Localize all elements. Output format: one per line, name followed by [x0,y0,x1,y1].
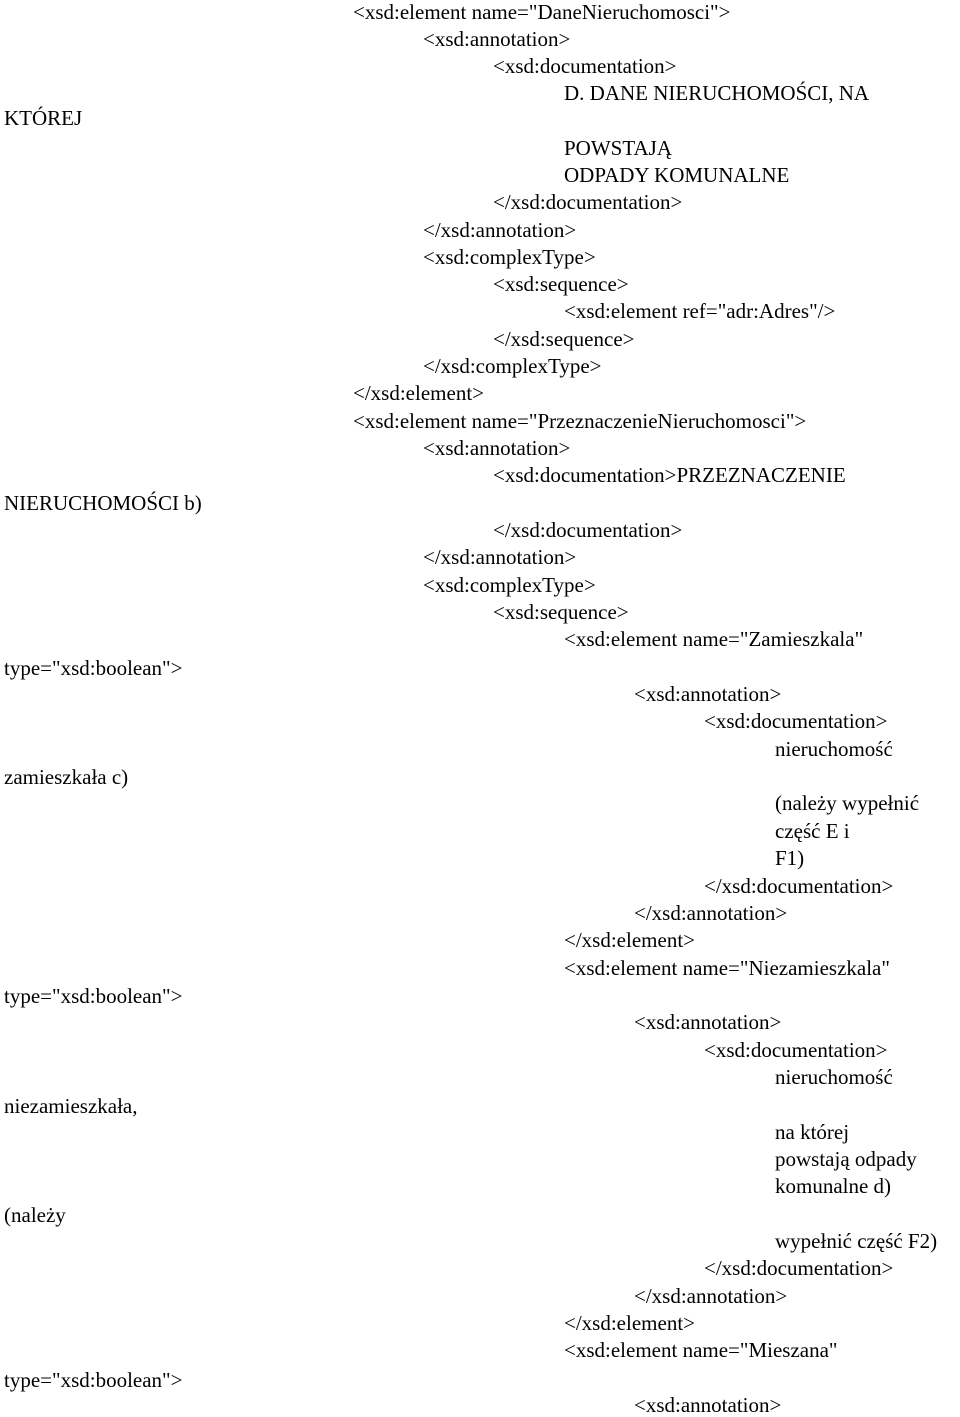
code-line: <xsd:documentation>PRZEZNACZENIE [493,463,846,487]
code-line: <xsd:documentation> [704,1038,888,1062]
code-line: <xsd:annotation> [634,682,782,706]
code-line: </xsd:documentation> [493,190,683,214]
left-text-line: type="xsd:boolean"> [4,1368,183,1392]
code-line: <xsd:complexType> [423,573,596,597]
code-line: wypełnić część F2) [775,1229,938,1253]
code-line: <xsd:element ref="adr:Adres"/> [564,299,836,323]
code-line: </xsd:element> [564,928,695,952]
code-line: </xsd:annotation> [423,545,577,569]
code-line: POWSTAJĄ [564,136,672,160]
code-line: część E i [775,819,850,843]
code-line: </xsd:documentation> [704,874,894,898]
code-line: D. DANE NIERUCHOMOŚCI, NA [564,81,870,105]
code-line: <xsd:annotation> [634,1393,782,1417]
code-line: <xsd:annotation> [423,27,571,51]
code-line: </xsd:complexType> [423,354,602,378]
code-line: </xsd:element> [564,1311,695,1335]
code-line: komunalne d) [775,1174,892,1198]
code-line: <xsd:documentation> [493,54,677,78]
code-line: <xsd:sequence> [493,272,629,296]
code-line: <xsd:sequence> [493,600,629,624]
code-line: <xsd:element name="DaneNieruchomosci"> [353,0,731,24]
code-line: </xsd:element> [353,381,484,405]
left-text-line: zamieszkała c) [4,765,129,789]
code-line: <xsd:element name="Niezamieszkala" [564,956,890,980]
code-line: ODPADY KOMUNALNE [564,163,790,187]
left-text-line: niezamieszkała, [4,1094,138,1118]
code-line: </xsd:documentation> [704,1256,894,1280]
left-text-line: type="xsd:boolean"> [4,984,183,1008]
code-line: powstają odpady [775,1147,917,1171]
left-text-line: KTÓREJ [4,106,83,130]
code-line: na której [775,1120,850,1144]
code-line: </xsd:documentation> [493,518,683,542]
code-line: nieruchomość [775,1065,893,1089]
left-text-line: NIERUCHOMOŚCI b) [4,491,202,515]
code-line: <xsd:element name="Zamieszkala" [564,627,864,651]
code-line: </xsd:annotation> [634,901,788,925]
left-text-line: type="xsd:boolean"> [4,656,183,680]
code-line: F1) [775,846,805,870]
code-line: <xsd:annotation> [634,1010,782,1034]
left-text-line: (należy [4,1203,66,1227]
code-line: </xsd:annotation> [423,218,577,242]
code-line: <xsd:complexType> [423,245,596,269]
code-line: <xsd:element name="Mieszana" [564,1338,838,1362]
code-line: <xsd:element name="PrzeznaczenieNieruchomosci"> [353,409,807,433]
code-line: </xsd:annotation> [634,1284,788,1308]
code-line: <xsd:annotation> [423,436,571,460]
code-line: </xsd:sequence> [493,327,635,351]
code-line: (należy wypełnić [775,791,920,815]
code-line: <xsd:documentation> [704,709,888,733]
code-line: nieruchomość [775,737,893,761]
